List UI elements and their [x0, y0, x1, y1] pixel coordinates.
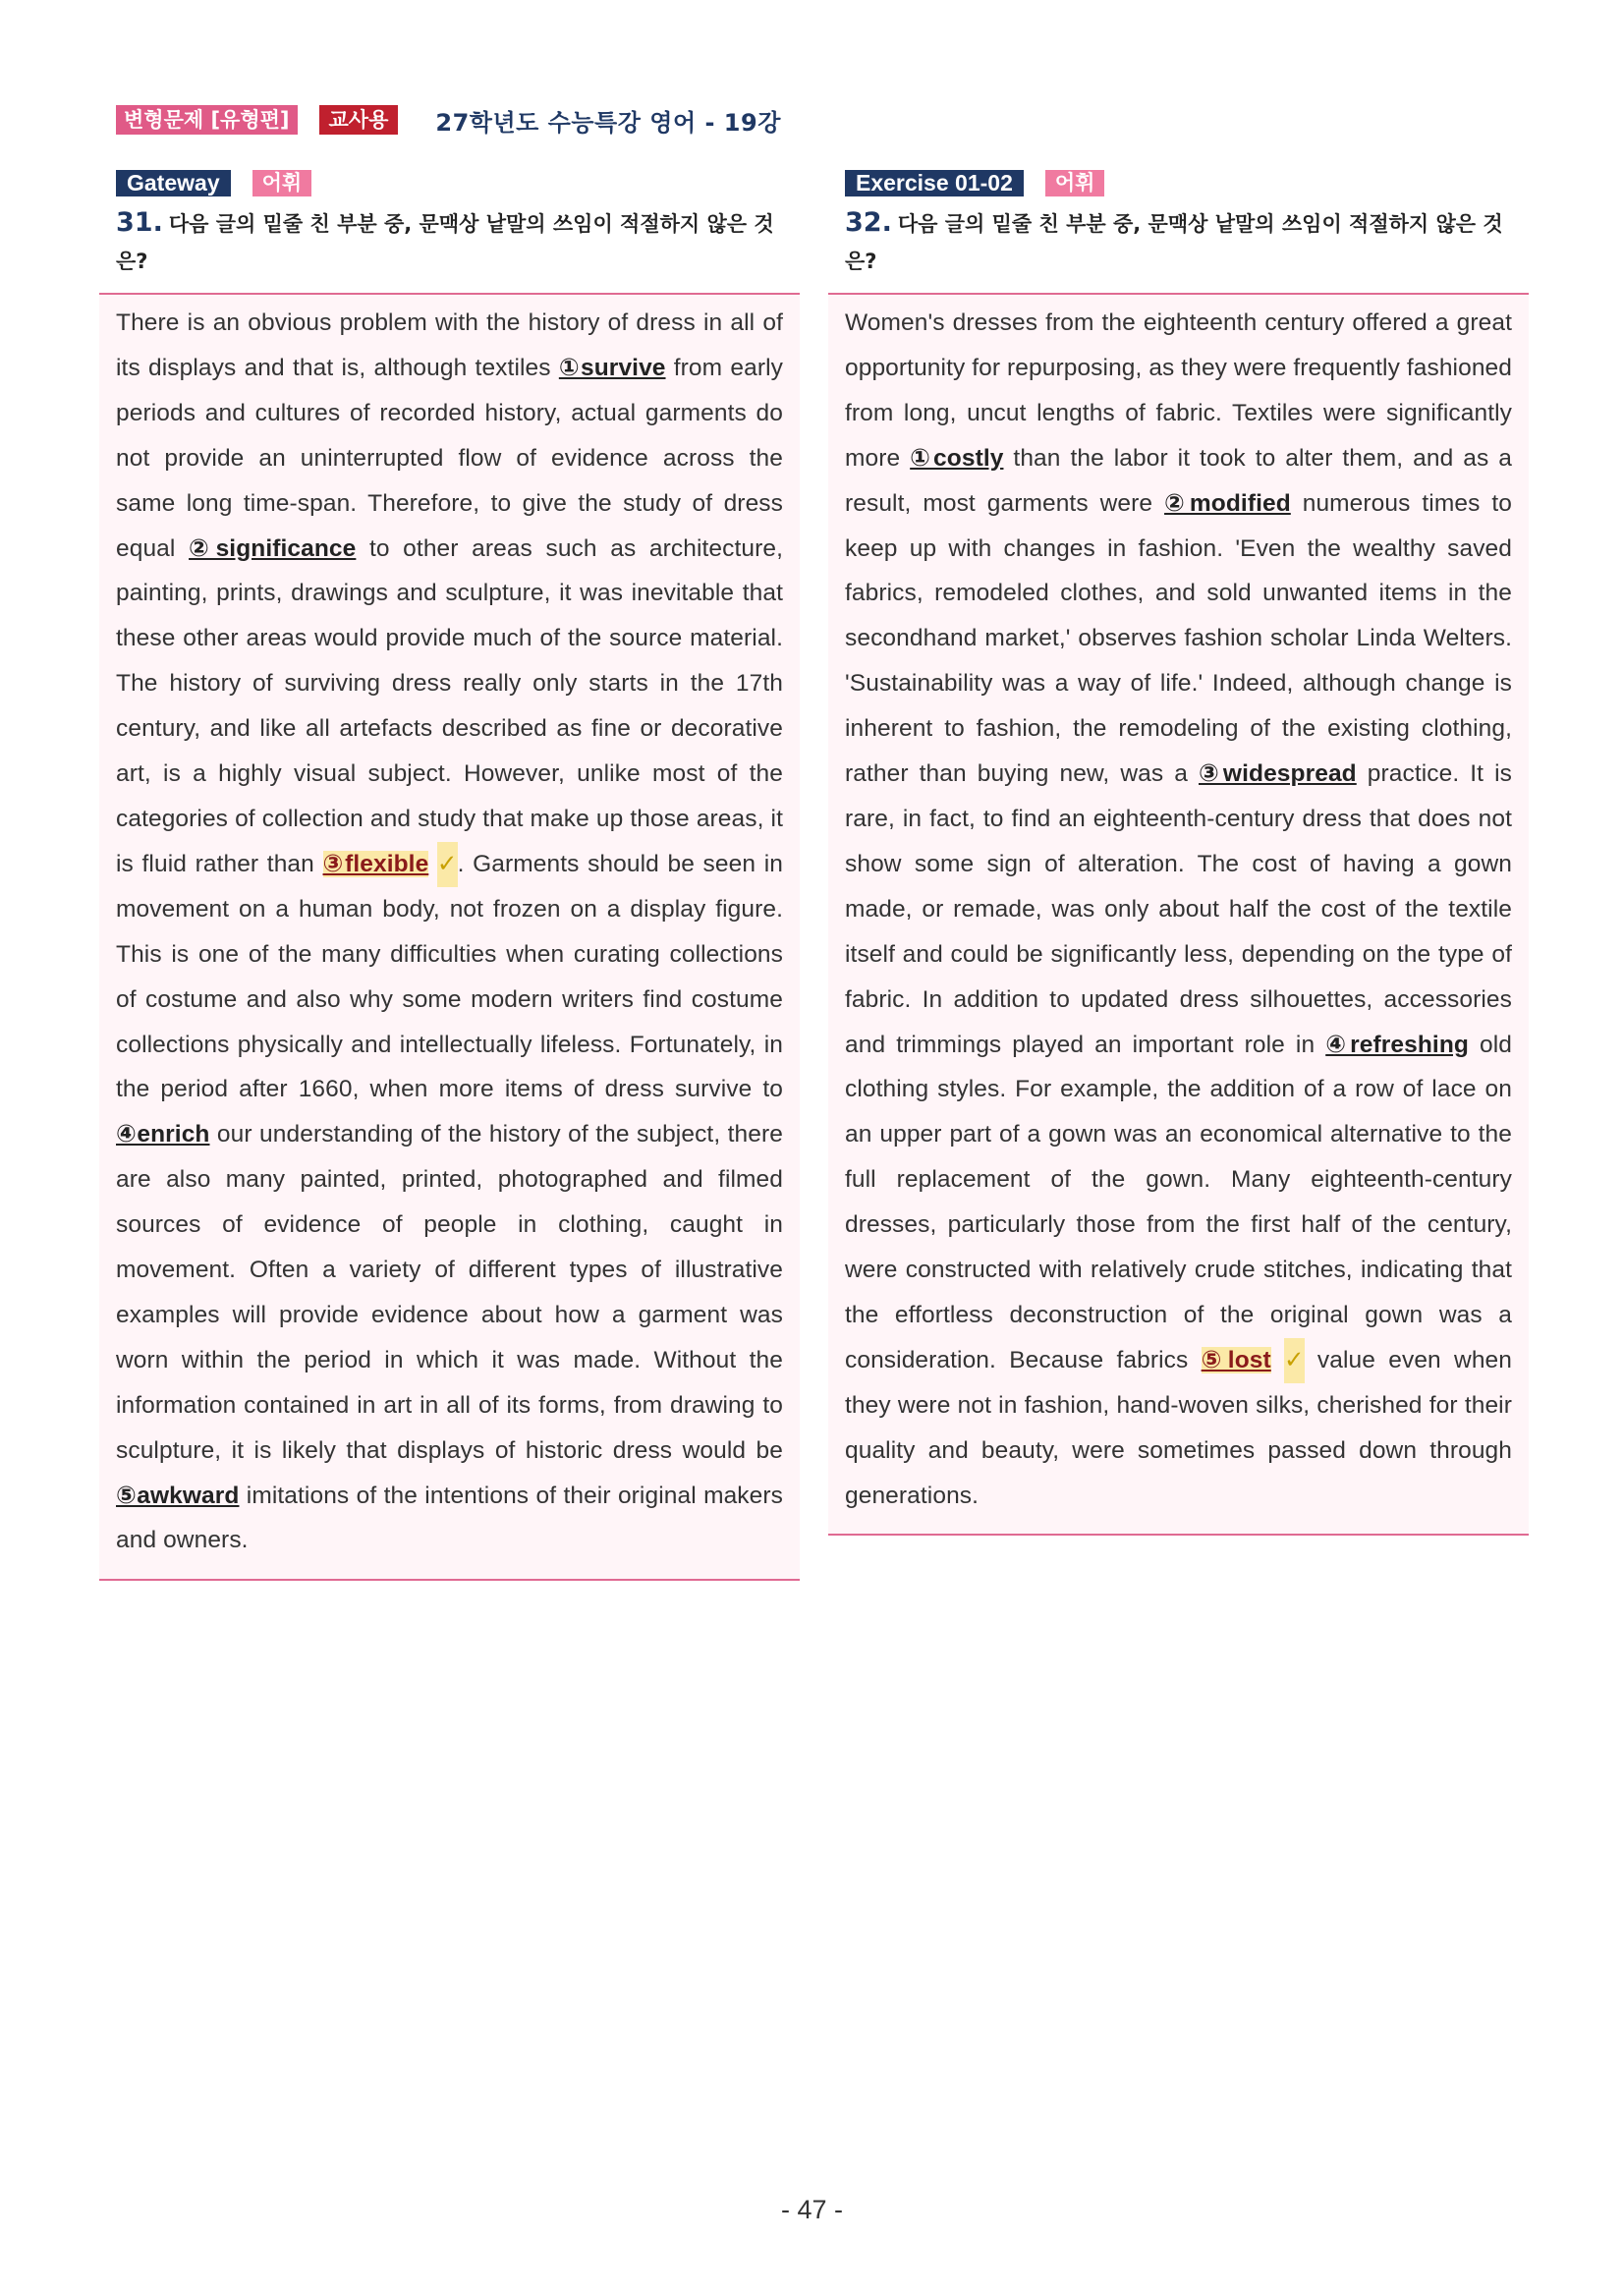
problem-type-tag: 변형문제 [유형편]	[116, 105, 298, 135]
right-labels	[845, 169, 1529, 196]
passage-text	[845, 301, 1512, 1518]
question-text: 다음 글의 밑줄 친 부분 중, 문맥상 낱말의 쓰임이 적절하지 않은 것은?	[845, 212, 1503, 273]
passage-segment: value even when they were not in fashion, hand-woven silks, cherished for their quality and beauty, were sometimes passed down through generations.	[845, 1346, 1512, 1509]
passage-segment: practice. It is rare, in fact, to find an eighteenth-century dress that does not show some sign of alteration. The cost of having a gown made, or remade, was only about half the cost of the textile itself and could be significantly less, depending on the type of fabric. In addition to updated dress silhouettes, accessories and trimmings played an important role in	[845, 760, 1512, 1058]
answer-word	[1202, 1347, 1271, 1373]
underlined-word: ⑤awkward	[116, 1482, 240, 1509]
passage-segment: our understanding of the history of the subject, there are also many painted, printed, photographed and filmed sources of evidence of people in clothing, caught in movement. Often a variety of different types of illustrative examples will provide evidence about how a garment was worn within the period in which it was made. Without the information contained in art in all of its forms, from drawing to sculpture, it is likely that displays of historic dress would be	[116, 1121, 783, 1464]
passage-segment: from early periods and cultures of recorded history, actual garments do not provide an uninterrupted flow of evidence across the same long time-span. Therefore, to give the study of dress equal	[116, 354, 783, 562]
underlined-word: ①survive	[558, 354, 666, 381]
underlined-word: ③widespread	[1198, 760, 1357, 788]
left-labels	[116, 169, 800, 196]
answer-check-icon: ✓	[437, 842, 458, 887]
vocab-category-tag: 어휘	[252, 170, 312, 196]
gateway-label: Gateway	[116, 170, 231, 196]
passage-text	[116, 301, 783, 1563]
page-number: - 47 -	[780, 2195, 844, 2224]
answer-word-text: ③flexible	[322, 850, 429, 877]
question-31	[116, 204, 794, 280]
passage-segment: to other areas such as architecture, painting, prints, drawings and sculpture, it was inevitable that these other areas would provide much of the source material. The history of surviving dress really only starts in the 17th century, and like all artefacts described as fine or decorative art, is a highly visual subject. However, unlike most of the categories of collection and study that make up those areas, it is fluid rather than	[116, 534, 783, 877]
passage-segment: numerous times to keep up with changes in fashion. 'Even the wealthy saved fabrics, remodeled clothes, and sold unwanted items in the secondhand market,' observes fashion scholar Linda Welters. 'Sustainability was a way of life.' Indeed, although change is inherent to fashion, the remodeling of the existing clothing, rather than buying new, was a	[845, 489, 1512, 788]
passage-segment: than the labor it took to alter them, and as a result, most garments were	[845, 444, 1512, 517]
question-32	[845, 204, 1523, 280]
answer-word-text: ⑤lost	[1201, 1346, 1271, 1373]
passage-box-right	[828, 293, 1529, 1536]
question-text: 다음 글의 밑줄 친 부분 중, 문맥상 낱말의 쓰임이 적절하지 않은 것은?	[116, 212, 774, 273]
question-number: 32.	[845, 207, 892, 238]
vocab-category-tag: 어휘	[1045, 170, 1105, 196]
passage-box-left	[99, 293, 800, 1581]
teacher-edition-tag: 교사용	[319, 105, 399, 135]
passage-segment: There is an obvious problem with the history of dress in all of its displays and that is, although textiles	[116, 309, 783, 381]
page-header	[116, 104, 781, 136]
underlined-word: ④enrich	[116, 1121, 210, 1148]
question-number: 31.	[116, 207, 163, 238]
answer-word	[323, 851, 429, 877]
passage-segment: old clothing styles. For example, the addition of a row of lace on an upper part of a gown was an economical alternative to the full replacement of the gown. Many eighteenth-century dresses, particularly those from the first half of the century, were constructed with relatively crude stitches, indicating that the effortless deconstruction of the original gown was a consideration. Because fabrics	[845, 1031, 1513, 1373]
underlined-word: ②significance	[189, 534, 357, 562]
passage-segment: . Garments should be seen in movement on a human body, not frozen on a display figure. This is one of the many difficulties when curating collections of costume and also why some modern writers find costume collections physically and intellectually lifeless. Fortunately, in the period after 1660, when more items of dress survive to	[116, 850, 783, 1103]
answer-check-icon: ✓	[1284, 1338, 1305, 1383]
right-column	[828, 169, 1529, 1536]
passage-segment: imitations of the intentions of their original makers and owners.	[116, 1482, 783, 1554]
passage-segment: Women's dresses from the eighteenth century offered a great opportunity for repurposing, as they were frequently fashioned from long, uncut lengths of fabric. Textiles were significantly more	[845, 309, 1512, 472]
left-column	[99, 169, 800, 1581]
underlined-word: ④refreshing	[1325, 1031, 1469, 1058]
exercise-label: Exercise 01-02	[845, 170, 1024, 196]
underlined-word: ②modified	[1164, 489, 1291, 517]
header-title: 27학년도 수능특강 영어 - 19강	[435, 108, 781, 137]
underlined-word: ①costly	[910, 444, 1004, 472]
